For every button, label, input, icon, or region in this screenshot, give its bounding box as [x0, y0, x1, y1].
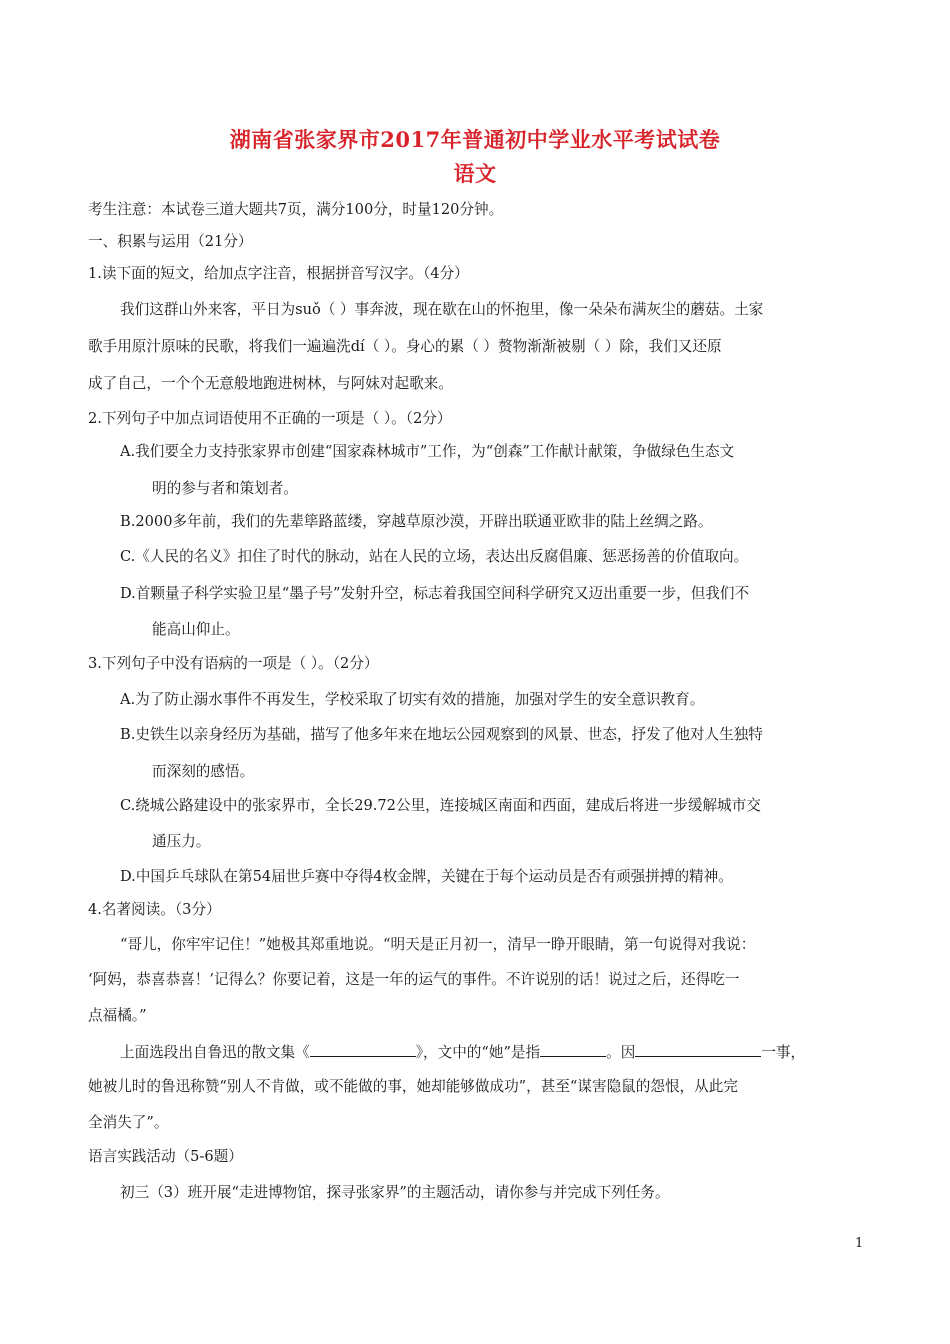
page-number: 1 — [855, 1236, 864, 1251]
question-2-option-c: C.《人民的名义》扣住了时代的脉动，站在人民的立场，表达出反腐倡廉、惩恶扬善的价值取向。 — [120, 548, 749, 565]
question-4-passage-line: 她被儿时的鲁迅称赞“别人不肯做，或不能做的事，她却能够做成功”，甚至“谋害隐鼠的怨恨，从此完 — [88, 1078, 738, 1095]
exam-subtitle: 语文 — [453, 161, 497, 186]
question-1-text-line: 成了自己，一个个无意般地跑进树林，与阿妹对起歌来。 — [88, 375, 453, 392]
question-2-option-a: A.我们要全力支持张家界市创建“国家森林城市”工作，为“创森”工作献计献策，争做绿色生态文 — [120, 443, 735, 460]
question-2-stem: 2.下列句子中加点词语使用不正确的一项是（ ）。（2分） — [88, 410, 452, 427]
question-3-option-c-cont: 通压力。 — [152, 833, 211, 850]
question-4-stem: 4.名著阅读。（3分） — [88, 901, 221, 918]
fill-text: 》，文中的“她”是指 — [415, 1044, 541, 1061]
answer-blank[interactable] — [635, 1041, 761, 1057]
question-4-passage-line: ‘阿妈，恭喜恭喜！’记得么？你要记着，这是一年的运气的事件。不许说别的话！说过之后，还得吃一 — [88, 971, 740, 988]
section-heading: 一、积累与运用（21分） — [88, 233, 253, 250]
question-3-option-a: A.为了防止溺水事件不再发生，学校采取了切实有效的措施，加强对学生的安全意识教育。 — [120, 691, 705, 708]
exam-title: 湖南省张家界市2017年普通初中学业水平考试试卷 — [229, 127, 721, 152]
question-4-fill-line — [120, 1041, 805, 1063]
practice-heading: 语言实践活动（5-6题） — [88, 1148, 243, 1165]
question-2-option-d-cont: 能高山仰止。 — [152, 621, 240, 638]
answer-blank[interactable] — [310, 1041, 416, 1057]
question-2-option-a-cont: 明的参与者和策划者。 — [152, 480, 298, 497]
question-2-option-b: B.2000多年前，我们的先辈筚路蓝缕，穿越草原沙漠，开辟出联通亚欧非的陆上丝绸之路。 — [120, 513, 713, 530]
question-3-option-b-cont: 而深刻的感悟。 — [152, 763, 255, 780]
question-3-option-d: D.中国乒乓球队在第54届世乒赛中夺得4枚金牌，关键在于每个运动员是否有顽强拼搏的精神。 — [120, 868, 733, 885]
fill-text: 上面选段出自鲁迅的散文集《 — [120, 1044, 310, 1061]
practice-intro: 初三（3）班开展“走进博物馆，探寻张家界”的主题活动，请你参与并完成下列任务。 — [120, 1184, 670, 1201]
question-2-option-d: D.首颗量子科学实验卫星“墨子号”发射升空，标志着我国空间科学研究又迈出重要一步，但我们不 — [120, 585, 750, 602]
question-3-option-c: C.绕城公路建设中的张家界市，全长29.72公里，连接城区南面和西面，建成后将进一步缓解城市交 — [120, 797, 761, 814]
question-4-passage-line: “哥儿，你牢牢记住！”她极其郑重地说。“明天是正月初一，清早一睁开眼睛，第一句说得对我说： — [120, 936, 756, 953]
exam-notice: 考生注意：本试卷三道大题共7页，满分100分，时量120分钟。 — [88, 201, 504, 218]
question-1-text-line: 歌手用原汁原味的民歌，将我们一遍遍洗dí（ ）。身心的累（ ）赘物渐渐被剔（ ）除，我们又还原 — [88, 338, 722, 355]
answer-blank[interactable] — [540, 1041, 606, 1057]
question-4-passage-line: 点福橘。” — [88, 1007, 147, 1024]
fill-text: 。因 — [606, 1044, 636, 1061]
fill-text: 一事， — [761, 1044, 806, 1061]
question-3-stem: 3.下列句子中没有语病的一项是（ ）。（2分） — [88, 655, 379, 672]
question-4-passage-line: 全消失了”。 — [88, 1114, 169, 1131]
question-1-text-line: 我们这群山外来客，平日为suǒ（ ）事奔波，现在歇在山的怀抱里，像一朵朵布满灰尘的蘑菇。土家 — [120, 301, 764, 318]
question-3-option-b: B.史铁生以亲身经历为基础，描写了他多年来在地坛公园观察到的风景、世态，抒发了他对人生独特 — [120, 726, 763, 743]
question-1-stem: 1.读下面的短文，给加点字注音，根据拼音写汉字。（4分） — [88, 265, 469, 282]
